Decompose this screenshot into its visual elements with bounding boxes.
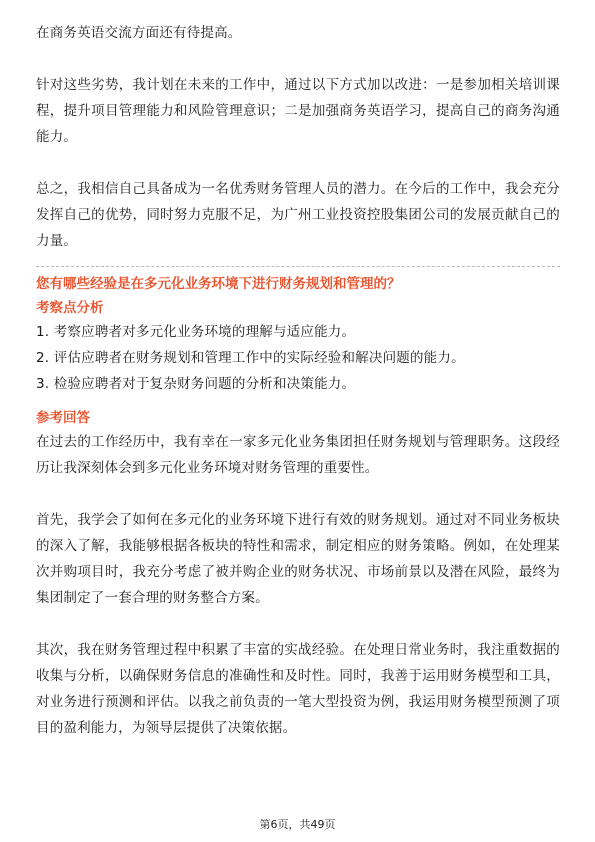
answer-paragraph-2: 首先，我学会了如何在多元化的业务环境下进行有效的财务规划。通过对不同业务板块的深入了解，我能够根据各板块的特性和需求，制定相应的财务策略。例如，在处理某次并购项目时，我充分考虑了被并购企业的财务状况、市场前景以及潜在风险，最终为集团制定了一套合理的财务整合方案。 xyxy=(36,512,560,606)
intro-paragraph-2: 针对这些劣势，我计划在未来的工作中，通过以下方式加以改进：一是参加相关培训课程，提升项目管理能力和风险管理意识；二是加强商务英语学习，提高自己的商务沟通能力。 xyxy=(36,77,560,145)
question-heading: 您有哪些经验是在多元化业务环境下进行财务规划和管理的？ xyxy=(36,276,401,292)
intro-paragraph-1: 在商务英语交流方面还有待提高。 xyxy=(36,25,242,41)
intro-paragraph-3: 总之，我相信自己具备成为一名优秀财务管理人员的潜力。在今后的工作中，我会充分发挥自己的优势，同时努力克服不足，为广州工业投资控股集团公司的发展贡献自己的力量。 xyxy=(36,181,560,249)
page-number-footer: 第6页，共49页 xyxy=(259,818,336,831)
answer-paragraph-1: 在过去的工作经历中，我有幸在一家多元化业务集团担任财务规划与管理职务。这段经历让我深刻体会到多元化业务环境对财务管理的重要性。 xyxy=(36,434,560,476)
analysis-point-2: 2. 评估应聘者在财务规划和管理工作中的实际经验和解决问题的能力。 xyxy=(36,350,465,366)
page-content xyxy=(36,20,560,741)
analysis-label: 考察点分析 xyxy=(36,300,104,316)
answer-paragraph-3: 其次，我在财务管理过程中积累了丰富的实战经验。在处理日常业务时，我注重数据的收集与分析，以确保财务信息的准确性和及时性。同时，我善于运用财务模型和工具，对业务进行预测和评估。以我之前负责的一笔大型投资为例，我运用财务模型预测了项目的盈利能力，为领导层提供了决策依据。 xyxy=(36,642,560,736)
analysis-list xyxy=(36,319,560,397)
analysis-point-3: 3. 检验应聘者对于复杂财务问题的分析和决策能力。 xyxy=(36,376,356,392)
section-divider xyxy=(36,266,560,267)
answer-label: 参考回答 xyxy=(36,410,90,426)
analysis-point-1: 1. 考察应聘者对多元化业务环境的理解与适应能力。 xyxy=(36,324,356,340)
